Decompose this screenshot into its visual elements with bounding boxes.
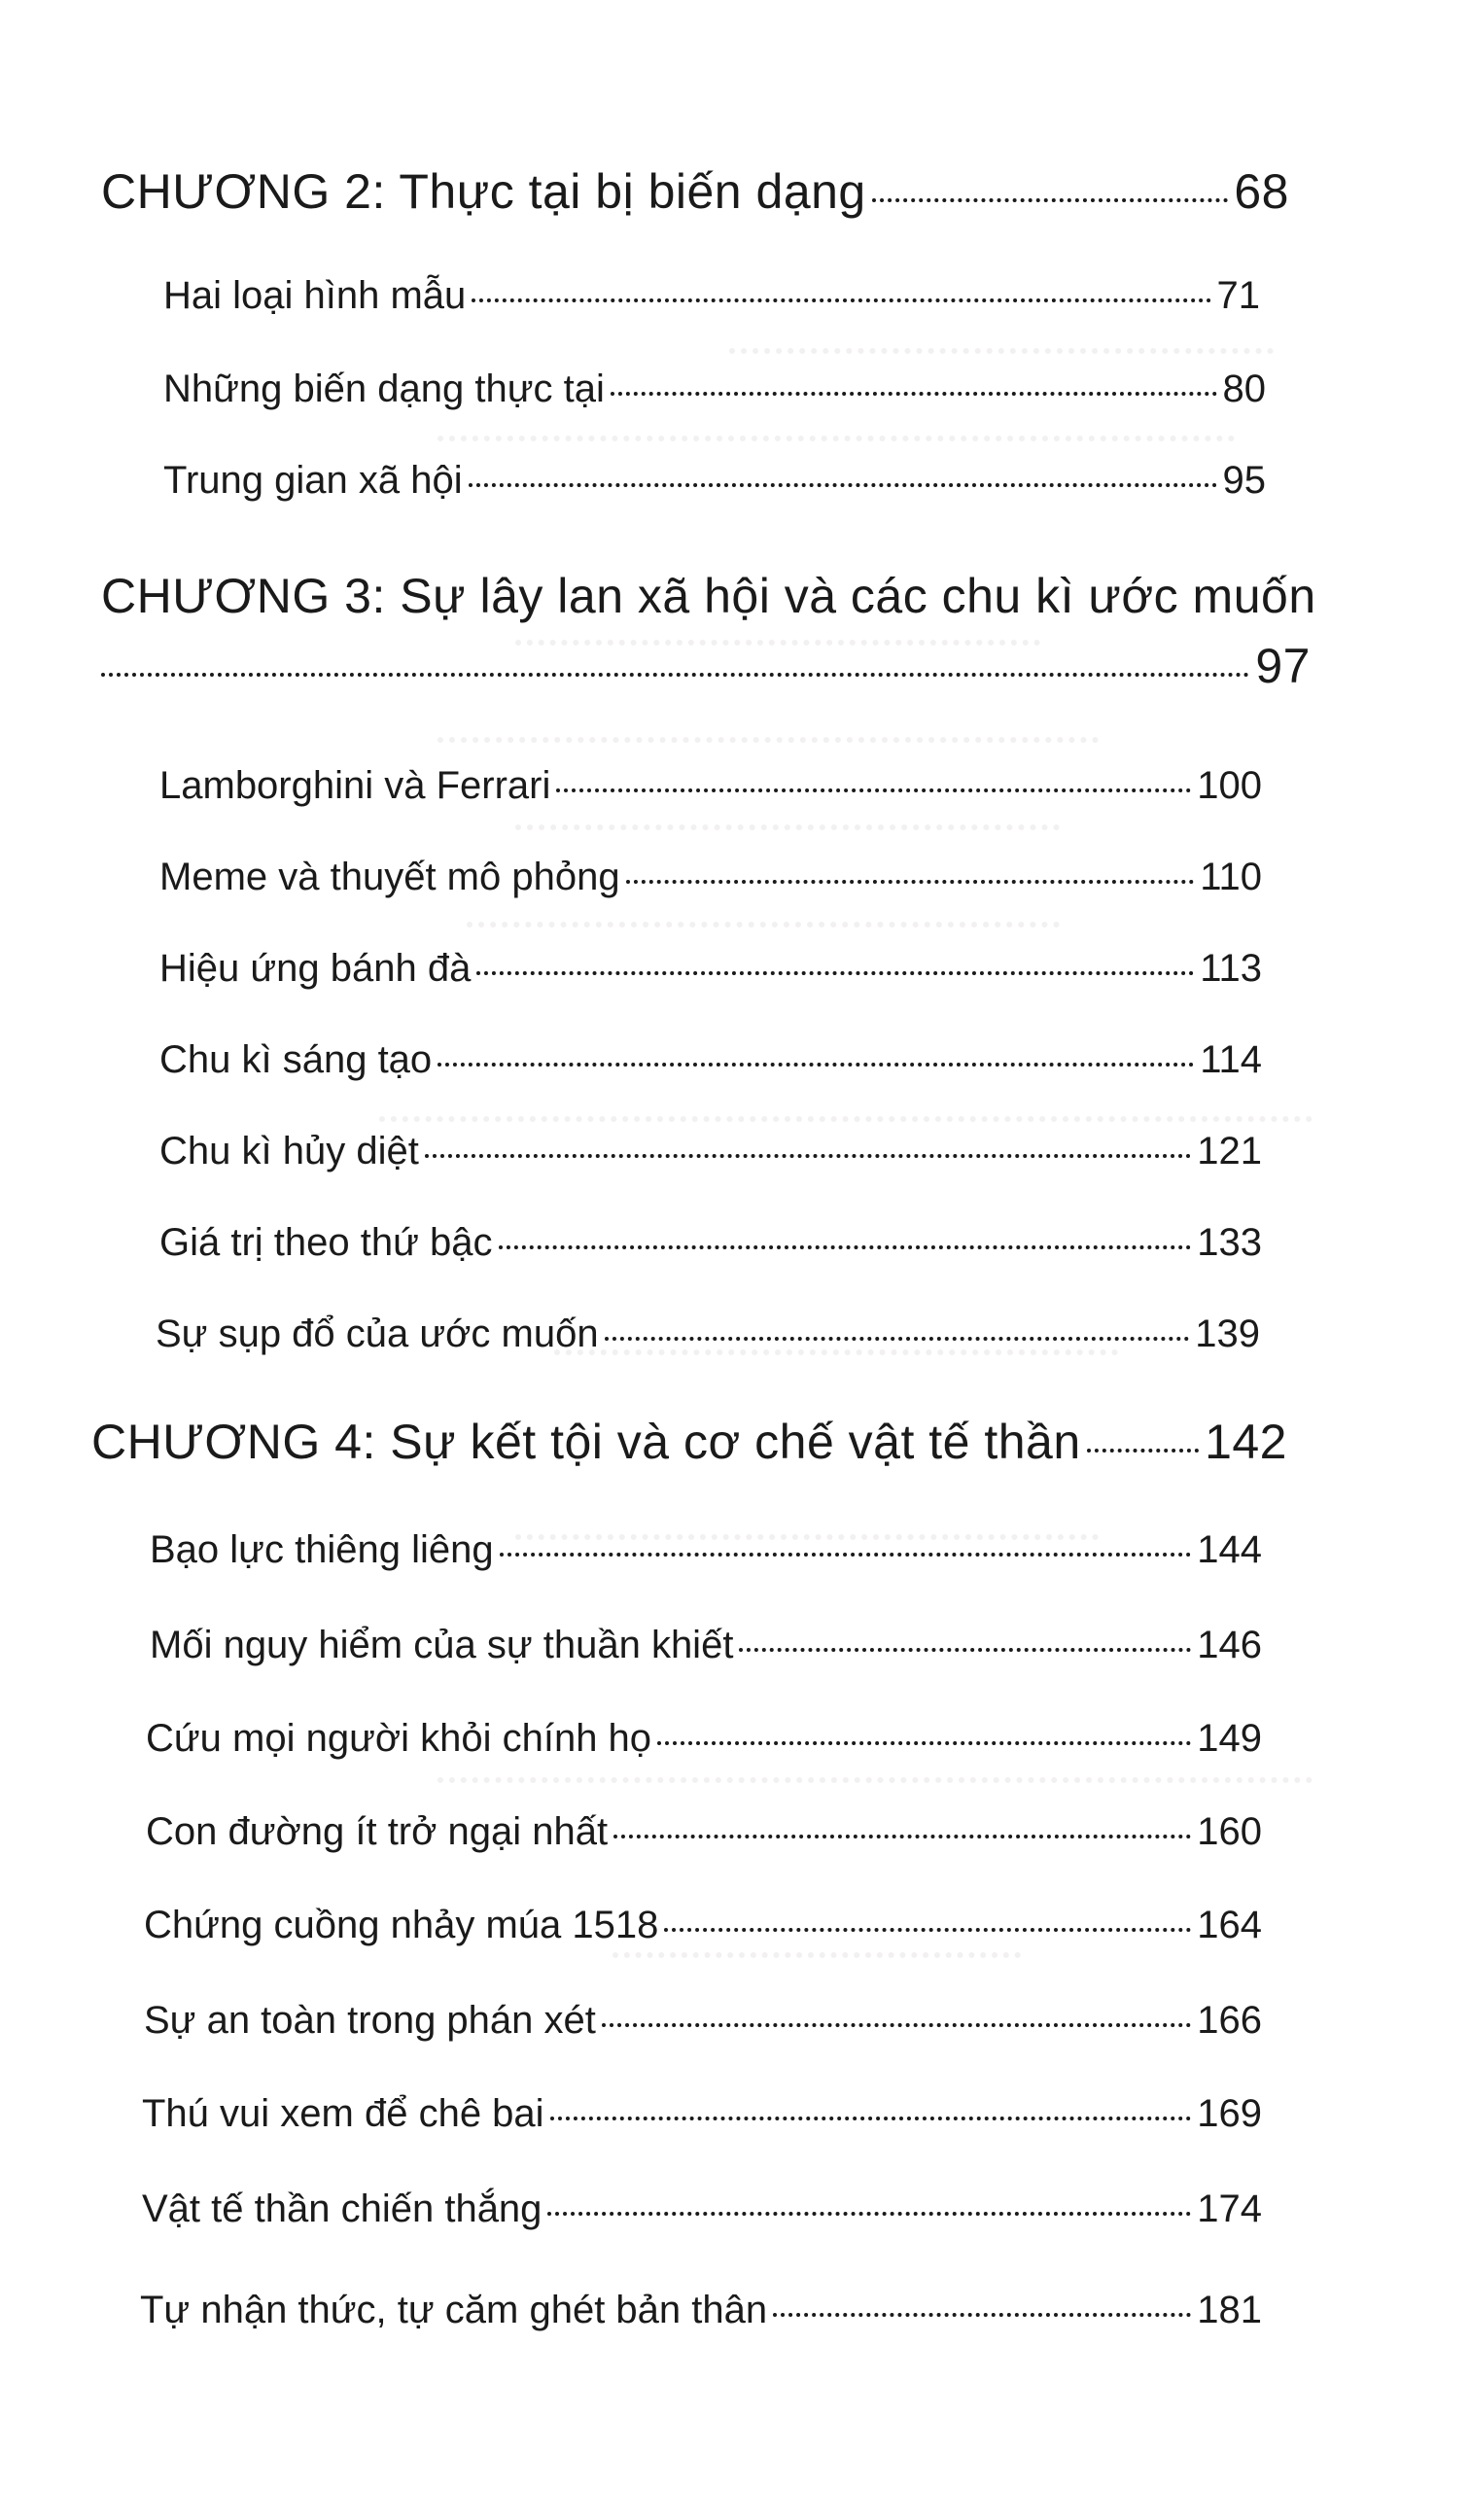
page-number: 146 bbox=[1197, 1624, 1262, 1666]
chapter-2-entry bbox=[101, 163, 1289, 220]
section-title: Sự sụp đổ của ước muốn bbox=[156, 1312, 599, 1355]
section-title: Tự nhận thức, tự căm ghét bản thân bbox=[140, 2289, 768, 2331]
page-number: 71 bbox=[1216, 274, 1260, 317]
leader-dots bbox=[664, 1928, 1191, 1932]
section-title: Meme và thuyết mô phỏng bbox=[159, 856, 620, 898]
section-entry bbox=[159, 1130, 1262, 1173]
leader-dots bbox=[499, 1245, 1192, 1249]
section-title: Vật tế thần chiến thắng bbox=[142, 2188, 542, 2230]
leader-dots bbox=[101, 673, 1249, 677]
leader-dots bbox=[500, 1553, 1192, 1557]
section-entry bbox=[140, 2289, 1262, 2332]
page-number: 139 bbox=[1195, 1312, 1260, 1355]
section-entry bbox=[159, 1221, 1262, 1265]
section-title: Bạo lực thiêng liêng bbox=[150, 1528, 494, 1571]
section-entry bbox=[146, 1810, 1262, 1854]
section-title: Mối nguy hiểm của sự thuần khiết bbox=[150, 1624, 734, 1666]
section-title: Sự an toàn trong phán xét bbox=[144, 1999, 596, 2042]
leader-dots bbox=[626, 880, 1195, 884]
section-title: Hai loại hình mẫu bbox=[163, 274, 467, 317]
section-entry bbox=[159, 764, 1262, 808]
chapter-3-entry bbox=[101, 568, 1316, 694]
section-entry bbox=[150, 1624, 1262, 1667]
section-title: Hiệu ứng bánh đà bbox=[159, 947, 472, 990]
leader-dots bbox=[472, 298, 1210, 302]
section-entry bbox=[150, 1528, 1262, 1572]
section-entry bbox=[144, 1999, 1262, 2043]
page-number: 113 bbox=[1200, 947, 1262, 990]
page-number: 169 bbox=[1197, 2092, 1262, 2135]
chapter-title: CHƯƠNG 3: Sự lây lan xã hội và các chu kì ước muốn bbox=[101, 569, 1316, 623]
section-entry bbox=[142, 2188, 1262, 2231]
section-entry bbox=[159, 856, 1262, 899]
section-entry bbox=[144, 1904, 1262, 1947]
section-entry bbox=[163, 368, 1266, 411]
page-number: 160 bbox=[1197, 1810, 1262, 1853]
chapter-title: CHƯƠNG 2: Thực tại bị biến dạng bbox=[101, 164, 866, 219]
section-entry bbox=[159, 947, 1262, 991]
leader-dots bbox=[611, 392, 1217, 396]
page-number: 181 bbox=[1197, 2289, 1262, 2331]
leader-dots bbox=[872, 198, 1229, 202]
leader-dots bbox=[425, 1154, 1191, 1158]
section-entry bbox=[146, 1717, 1262, 1761]
page-number: 68 bbox=[1234, 164, 1289, 219]
leader-dots bbox=[476, 971, 1194, 975]
leader-dots bbox=[438, 1063, 1194, 1067]
page-number: 121 bbox=[1197, 1130, 1262, 1172]
section-entry bbox=[142, 2092, 1262, 2136]
page-number: 110 bbox=[1200, 856, 1262, 898]
section-title: Lamborghini và Ferrari bbox=[159, 764, 551, 807]
leader-dots bbox=[556, 788, 1191, 792]
leader-dots bbox=[602, 2023, 1191, 2027]
page-number: 164 bbox=[1197, 1904, 1262, 1946]
leader-dots bbox=[605, 1337, 1190, 1341]
leader-dots bbox=[739, 1648, 1191, 1652]
section-title: Chu kì sáng tạo bbox=[159, 1038, 433, 1081]
page-number: 174 bbox=[1197, 2188, 1262, 2230]
page-number: 133 bbox=[1197, 1221, 1262, 1264]
chapter-title: CHƯƠNG 4: Sự kết tội và cơ chế vật tế thần bbox=[91, 1415, 1081, 1469]
page-number: 149 bbox=[1197, 1717, 1262, 1760]
section-title: Chứng cuồng nhảy múa 1518 bbox=[144, 1904, 659, 1946]
page-number: 97 bbox=[1255, 639, 1311, 693]
leader-dots bbox=[550, 2117, 1192, 2120]
page-number: 80 bbox=[1222, 368, 1266, 410]
section-entry bbox=[163, 274, 1260, 318]
chapter-4-entry bbox=[91, 1414, 1287, 1470]
page-number: 100 bbox=[1197, 764, 1262, 807]
section-entry bbox=[159, 1038, 1262, 1082]
leader-dots bbox=[469, 483, 1217, 487]
section-entry bbox=[156, 1312, 1260, 1356]
page-number: 142 bbox=[1205, 1415, 1287, 1469]
leader-dots bbox=[1087, 1449, 1199, 1452]
section-title: Trung gian xã hội bbox=[163, 459, 463, 502]
page-number: 114 bbox=[1200, 1038, 1262, 1081]
section-title: Con đường ít trở ngại nhất bbox=[146, 1810, 609, 1853]
page-number: 166 bbox=[1197, 1999, 1262, 2042]
section-entry bbox=[163, 459, 1266, 503]
section-title: Cứu mọi người khỏi chính họ bbox=[146, 1717, 652, 1760]
page-number: 95 bbox=[1222, 459, 1266, 502]
leader-dots bbox=[773, 2313, 1191, 2317]
leader-dots bbox=[657, 1741, 1191, 1745]
section-title: Thú vui xem để chê bai bbox=[142, 2092, 544, 2135]
section-title: Chu kì hủy diệt bbox=[159, 1130, 419, 1172]
section-title: Những biến dạng thực tại bbox=[163, 368, 605, 410]
page-number: 144 bbox=[1197, 1528, 1262, 1571]
section-title: Giá trị theo thứ bậc bbox=[159, 1221, 493, 1264]
leader-dots bbox=[547, 2212, 1191, 2216]
leader-dots bbox=[613, 1835, 1191, 1838]
